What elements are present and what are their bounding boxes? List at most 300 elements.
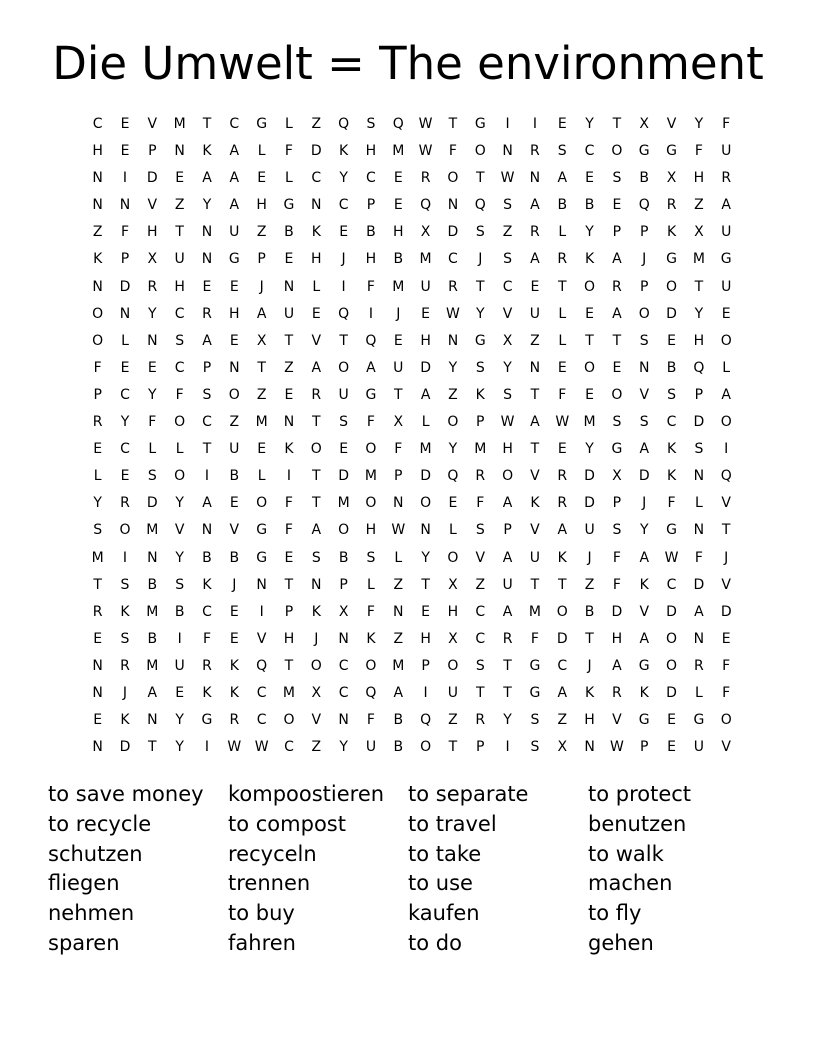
grid-letter: A bbox=[721, 197, 731, 214]
grid-letter: N bbox=[311, 576, 322, 593]
grid-letter: T bbox=[721, 522, 731, 539]
grid-letter: Q bbox=[474, 197, 486, 214]
grid-letter: A bbox=[502, 549, 513, 566]
grid-letter: V bbox=[666, 116, 677, 132]
grid-letter: T bbox=[503, 657, 512, 674]
grid-letter: O bbox=[256, 495, 268, 512]
grid-letter: C bbox=[202, 414, 212, 431]
grid-letter: N bbox=[529, 359, 541, 376]
grid-letter: T bbox=[284, 332, 294, 349]
grid-letter: Y bbox=[175, 495, 184, 512]
grid-letter: S bbox=[612, 170, 622, 187]
grid-letter: Q bbox=[338, 305, 350, 322]
grid-letter: H bbox=[502, 441, 513, 458]
grid-letter: Y bbox=[475, 305, 485, 322]
grid-letter: T bbox=[175, 224, 184, 241]
grid-letter: X bbox=[666, 170, 677, 187]
grid-letter: R bbox=[557, 251, 568, 268]
grid-letter: C bbox=[256, 684, 267, 701]
grid-letter: S bbox=[475, 359, 485, 376]
grid-letter: H bbox=[584, 712, 595, 729]
grid-letter: S bbox=[175, 576, 185, 593]
grid-letter: G bbox=[529, 684, 541, 701]
grid-letter: S bbox=[120, 630, 130, 647]
grid-letter: P bbox=[640, 278, 649, 295]
grid-letter: H bbox=[420, 630, 431, 647]
grid-letter: V bbox=[311, 332, 322, 349]
grid-letter: P bbox=[93, 386, 102, 403]
grid-letter: H bbox=[393, 224, 404, 241]
search-word: nehmen bbox=[48, 901, 135, 926]
grid-letter: T bbox=[557, 278, 567, 295]
grid-letter: E bbox=[175, 170, 185, 187]
grid-letter: N bbox=[393, 495, 404, 512]
grid-letter: X bbox=[694, 224, 704, 241]
grid-letter: L bbox=[367, 576, 375, 593]
grid-letter: N bbox=[283, 414, 295, 431]
grid-letter: N bbox=[229, 359, 240, 376]
grid-letter: C bbox=[584, 143, 595, 160]
grid-letter: F bbox=[284, 143, 293, 160]
grid-letter: A bbox=[202, 495, 212, 512]
grid-letter: Z bbox=[448, 712, 458, 729]
grid-letter: V bbox=[311, 712, 322, 729]
grid-letter: U bbox=[529, 305, 541, 322]
word-column bbox=[408, 780, 588, 959]
grid-letter: E bbox=[421, 305, 431, 322]
search-word: to take bbox=[408, 841, 482, 866]
grid-letter: G bbox=[666, 143, 677, 160]
grid-letter: A bbox=[256, 305, 267, 322]
grid-letter: O bbox=[611, 386, 623, 403]
grid-letter: F bbox=[694, 549, 703, 566]
grid-letter: E bbox=[667, 332, 676, 349]
grid-letter: E bbox=[93, 630, 103, 647]
grid-letter: P bbox=[612, 224, 622, 241]
grid-letter: U bbox=[721, 278, 732, 295]
word-column bbox=[228, 780, 408, 959]
grid-letter: R bbox=[475, 712, 486, 729]
grid-letter: E bbox=[421, 603, 431, 620]
grid-letter: M bbox=[583, 414, 596, 431]
grid-letter: U bbox=[229, 224, 240, 241]
grid-letter: K bbox=[93, 251, 103, 268]
search-word: to fly bbox=[588, 901, 642, 926]
grid-letter: V bbox=[721, 576, 731, 593]
grid-letter: N bbox=[420, 522, 431, 539]
grid-letter: O bbox=[174, 414, 186, 431]
grid-letter: G bbox=[666, 251, 677, 268]
grid-letter: S bbox=[503, 386, 513, 403]
grid-letter: D bbox=[420, 359, 431, 376]
grid-letter: G bbox=[283, 197, 295, 214]
grid-letter: G bbox=[474, 116, 486, 132]
grid-letter: U bbox=[584, 522, 595, 539]
grid-letter: I bbox=[177, 630, 182, 647]
grid-letter: O bbox=[365, 495, 377, 512]
grid-letter: S bbox=[366, 116, 376, 132]
grid-letter: K bbox=[339, 143, 349, 160]
search-word: fliegen bbox=[48, 871, 120, 896]
grid-letter: X bbox=[147, 251, 158, 268]
grid-letter: A bbox=[612, 657, 622, 674]
grid-letter: N bbox=[256, 576, 267, 593]
grid-letter: V bbox=[147, 116, 158, 132]
grid-letter: K bbox=[475, 386, 485, 403]
grid-row bbox=[84, 111, 740, 138]
grid-letter: O bbox=[447, 170, 459, 187]
grid-letter: N bbox=[338, 630, 349, 647]
grid-letter: O bbox=[502, 468, 514, 485]
grid-letter: O bbox=[474, 143, 486, 160]
grid-letter: F bbox=[175, 386, 184, 403]
grid-letter: E bbox=[311, 305, 321, 322]
grid-letter: Y bbox=[421, 549, 430, 566]
letter-grid bbox=[84, 111, 740, 761]
grid-row bbox=[84, 626, 740, 653]
grid-letter: T bbox=[202, 441, 212, 458]
grid-letter: X bbox=[448, 630, 458, 647]
grid-letter: B bbox=[584, 197, 595, 214]
grid-letter: K bbox=[639, 576, 649, 593]
grid-letter: X bbox=[393, 414, 404, 431]
grid-letter: F bbox=[394, 441, 403, 458]
grid-letter: E bbox=[229, 332, 239, 349]
grid-letter: O bbox=[638, 305, 650, 322]
grid-letter: L bbox=[312, 278, 321, 295]
grid-letter: V bbox=[475, 549, 486, 566]
grid-letter: N bbox=[147, 712, 158, 729]
grid-letter: D bbox=[119, 278, 131, 295]
grid-letter: H bbox=[174, 278, 185, 295]
grid-letter: U bbox=[420, 278, 431, 295]
grid-letter: D bbox=[338, 468, 349, 485]
grid-letter: I bbox=[532, 116, 537, 132]
grid-letter: E bbox=[585, 305, 594, 322]
grid-letter: J bbox=[724, 549, 729, 566]
grid-letter: D bbox=[666, 684, 677, 701]
search-word: kompoostieren bbox=[228, 782, 385, 806]
grid-letter: E bbox=[448, 495, 458, 512]
grid-letter: V bbox=[530, 522, 540, 539]
grid-row bbox=[84, 165, 740, 192]
search-word: to walk bbox=[588, 841, 664, 866]
grid-letter: N bbox=[283, 278, 295, 295]
grid-letter: L bbox=[257, 143, 266, 160]
grid-letter: A bbox=[420, 386, 431, 403]
grid-letter: V bbox=[639, 386, 650, 403]
grid-letter: R bbox=[557, 468, 568, 485]
grid-letter: T bbox=[503, 684, 512, 701]
grid-letter: F bbox=[202, 630, 211, 647]
grid-letter: P bbox=[394, 468, 403, 485]
grid-letter: H bbox=[365, 522, 377, 539]
grid-letter: U bbox=[447, 684, 459, 701]
grid-letter: O bbox=[447, 549, 459, 566]
grid-letter: H bbox=[256, 197, 267, 214]
grid-letter: E bbox=[93, 441, 103, 458]
grid-letter: O bbox=[420, 495, 432, 512]
grid-letter: I bbox=[204, 468, 210, 485]
grid-letter: U bbox=[693, 739, 704, 756]
grid-letter: K bbox=[311, 224, 321, 241]
grid-letter: Z bbox=[502, 224, 513, 241]
grid-letter: E bbox=[120, 143, 130, 160]
grid-letter: R bbox=[530, 143, 540, 160]
grid-row bbox=[84, 599, 740, 626]
grid-letter: D bbox=[611, 603, 623, 620]
grid-letter: E bbox=[229, 278, 239, 295]
grid-letter: J bbox=[587, 657, 592, 674]
grid-letter: I bbox=[505, 739, 510, 756]
grid-letter: S bbox=[639, 414, 649, 431]
grid-letter: A bbox=[530, 251, 540, 268]
grid-letter: Y bbox=[339, 739, 348, 756]
grid-letter: B bbox=[284, 224, 294, 241]
grid-letter: P bbox=[476, 414, 485, 431]
grid-letter: T bbox=[475, 170, 485, 187]
grid-letter: M bbox=[146, 522, 159, 539]
grid-letter: J bbox=[642, 251, 647, 268]
grid-letter: C bbox=[338, 197, 349, 214]
grid-letter: R bbox=[92, 414, 103, 431]
grid-row bbox=[84, 274, 740, 301]
grid-letter: C bbox=[311, 170, 322, 187]
grid-letter: S bbox=[530, 739, 540, 756]
word-list bbox=[48, 780, 788, 959]
grid-letter: R bbox=[721, 170, 732, 187]
grid-letter: N bbox=[201, 251, 213, 268]
grid-letter: K bbox=[229, 657, 239, 674]
grid-letter: F bbox=[612, 576, 621, 593]
grid-letter: O bbox=[228, 386, 240, 403]
grid-letter: V bbox=[174, 522, 185, 539]
grid-letter: T bbox=[475, 684, 485, 701]
grid-letter: R bbox=[202, 657, 212, 674]
grid-letter: L bbox=[148, 441, 157, 458]
grid-letter: O bbox=[447, 414, 459, 431]
search-word: sparen bbox=[48, 930, 120, 955]
grid-row bbox=[84, 301, 740, 328]
grid-letter: Y bbox=[503, 712, 512, 729]
grid-letter: M bbox=[173, 116, 186, 132]
grid-letter: T bbox=[312, 414, 321, 431]
grid-letter: D bbox=[638, 468, 650, 485]
grid-letter: W bbox=[500, 170, 515, 187]
grid-letter: F bbox=[612, 549, 621, 566]
grid-letter: N bbox=[201, 224, 213, 241]
grid-letter: F bbox=[120, 224, 130, 241]
grid-letter: A bbox=[721, 386, 731, 403]
grid-letter: A bbox=[557, 170, 568, 187]
grid-letter: Q bbox=[365, 332, 377, 349]
grid-letter: R bbox=[612, 278, 622, 295]
grid-letter: P bbox=[120, 251, 130, 268]
grid-letter: S bbox=[612, 522, 622, 539]
grid-letter: P bbox=[284, 603, 294, 620]
grid-letter: B bbox=[229, 549, 240, 566]
grid-letter: Q bbox=[420, 197, 432, 214]
grid-letter: M bbox=[364, 468, 377, 485]
grid-letter: T bbox=[612, 116, 622, 132]
grid-letter: A bbox=[530, 414, 540, 431]
grid-letter: X bbox=[502, 332, 513, 349]
grid-letter: B bbox=[557, 197, 568, 214]
grid-letter: N bbox=[529, 170, 541, 187]
grid-row bbox=[84, 707, 740, 734]
grid-letter: N bbox=[311, 197, 322, 214]
grid-letter: W bbox=[254, 739, 269, 756]
grid-letter: N bbox=[119, 305, 131, 322]
grid-letter: D bbox=[720, 603, 732, 620]
grid-letter: F bbox=[722, 657, 731, 674]
grid-letter: D bbox=[666, 305, 677, 322]
grid-letter: P bbox=[202, 359, 212, 376]
grid-letter: O bbox=[174, 468, 186, 485]
grid-letter: G bbox=[228, 251, 240, 268]
grid-letter: E bbox=[612, 359, 622, 376]
grid-letter: T bbox=[530, 576, 540, 593]
grid-letter: E bbox=[612, 197, 622, 214]
grid-letter: I bbox=[505, 116, 510, 132]
grid-letter: U bbox=[283, 305, 295, 322]
grid-letter: F bbox=[476, 495, 485, 512]
grid-letter: L bbox=[421, 414, 430, 431]
search-word: to do bbox=[408, 930, 462, 955]
grid-letter: F bbox=[284, 495, 293, 512]
grid-letter: S bbox=[612, 414, 622, 431]
grid-letter: L bbox=[558, 305, 567, 322]
grid-row bbox=[84, 680, 740, 707]
grid-letter: G bbox=[256, 116, 268, 132]
grid-letter: E bbox=[120, 468, 130, 485]
grid-letter: R bbox=[229, 712, 240, 729]
grid-letter: O bbox=[556, 603, 568, 620]
grid-letter: K bbox=[229, 684, 239, 701]
grid-letter: A bbox=[639, 441, 650, 458]
grid-letter: C bbox=[174, 305, 185, 322]
grid-letter: U bbox=[338, 386, 349, 403]
grid-letter: M bbox=[392, 278, 405, 295]
grid-letter: O bbox=[447, 657, 459, 674]
grid-letter: N bbox=[584, 739, 595, 756]
grid-letter: M bbox=[91, 549, 104, 566]
grid-letter: O bbox=[720, 414, 732, 431]
grid-letter: T bbox=[284, 576, 294, 593]
grid-letter: O bbox=[92, 305, 104, 322]
grid-letter: J bbox=[642, 495, 647, 512]
grid-letter: L bbox=[558, 332, 567, 349]
grid-letter: A bbox=[502, 495, 513, 512]
grid-letter: Y bbox=[93, 495, 102, 512]
grid-letter: W bbox=[418, 143, 433, 160]
grid-letter: O bbox=[584, 359, 596, 376]
grid-letter: I bbox=[204, 739, 210, 756]
search-word: to use bbox=[408, 871, 473, 896]
search-word: recyceln bbox=[228, 841, 317, 866]
grid-letter: Q bbox=[338, 116, 350, 132]
grid-letter: N bbox=[92, 657, 103, 674]
grid-row bbox=[84, 138, 740, 165]
grid-letter: B bbox=[147, 630, 158, 647]
grid-letter: X bbox=[338, 603, 349, 620]
grid-letter: O bbox=[666, 278, 678, 295]
grid-letter: Q bbox=[256, 657, 268, 674]
grid-letter: V bbox=[721, 495, 731, 512]
grid-letter: B bbox=[393, 251, 404, 268]
grid-letter: N bbox=[92, 197, 103, 214]
grid-letter: B bbox=[666, 359, 677, 376]
grid-letter: V bbox=[256, 630, 267, 647]
grid-letter: K bbox=[584, 684, 595, 701]
grid-letter: S bbox=[202, 386, 212, 403]
grid-letter: L bbox=[121, 332, 129, 349]
grid-letter: N bbox=[447, 197, 459, 214]
grid-row bbox=[84, 219, 740, 246]
grid-letter: C bbox=[92, 116, 103, 132]
grid-letter: J bbox=[396, 305, 401, 322]
grid-letter: Q bbox=[447, 468, 459, 485]
grid-letter: H bbox=[283, 630, 295, 647]
grid-letter: I bbox=[724, 441, 729, 458]
grid-letter: Z bbox=[311, 739, 322, 756]
grid-letter: C bbox=[366, 170, 376, 187]
grid-letter: T bbox=[585, 630, 594, 647]
grid-letter: E bbox=[93, 712, 103, 729]
grid-letter: Y bbox=[694, 116, 704, 132]
grid-letter: O bbox=[420, 739, 432, 756]
grid-letter: F bbox=[694, 143, 703, 160]
grid-letter: Z bbox=[229, 414, 240, 431]
grid-letter: G bbox=[693, 712, 705, 729]
grid-letter: Z bbox=[475, 576, 486, 593]
grid-letter: O bbox=[310, 657, 322, 674]
grid-letter: R bbox=[557, 495, 568, 512]
grid-letter: K bbox=[120, 712, 130, 729]
grid-letter: O bbox=[666, 657, 678, 674]
grid-letter: A bbox=[202, 332, 212, 349]
grid-letter: J bbox=[314, 630, 319, 647]
grid-letter: Z bbox=[174, 197, 185, 214]
grid-letter: B bbox=[639, 170, 650, 187]
grid-letter: W bbox=[446, 305, 460, 322]
grid-letter: B bbox=[393, 739, 404, 756]
grid-letter: E bbox=[393, 197, 403, 214]
grid-letter: R bbox=[502, 630, 513, 647]
grid-letter: V bbox=[502, 305, 513, 322]
grid-letter: Y bbox=[448, 359, 458, 376]
grid-letter: N bbox=[338, 712, 349, 729]
grid-letter: P bbox=[148, 143, 157, 160]
grid-letter: P bbox=[640, 739, 649, 756]
grid-letter: Z bbox=[584, 576, 595, 593]
grid-letter: M bbox=[419, 441, 432, 458]
search-word: benutzen bbox=[588, 811, 687, 836]
grid-letter: E bbox=[667, 712, 676, 729]
grid-letter: C bbox=[448, 251, 458, 268]
grid-letter: M bbox=[419, 251, 432, 268]
grid-letter: N bbox=[174, 143, 185, 160]
grid-letter: U bbox=[721, 143, 732, 160]
search-word: kaufen bbox=[408, 901, 480, 926]
grid-letter: A bbox=[557, 684, 568, 701]
search-word: to compost bbox=[228, 811, 346, 836]
grid-row bbox=[84, 490, 740, 517]
grid-row bbox=[84, 192, 740, 219]
grid-letter: C bbox=[229, 116, 240, 132]
grid-letter: S bbox=[366, 549, 376, 566]
grid-letter: X bbox=[612, 468, 622, 485]
